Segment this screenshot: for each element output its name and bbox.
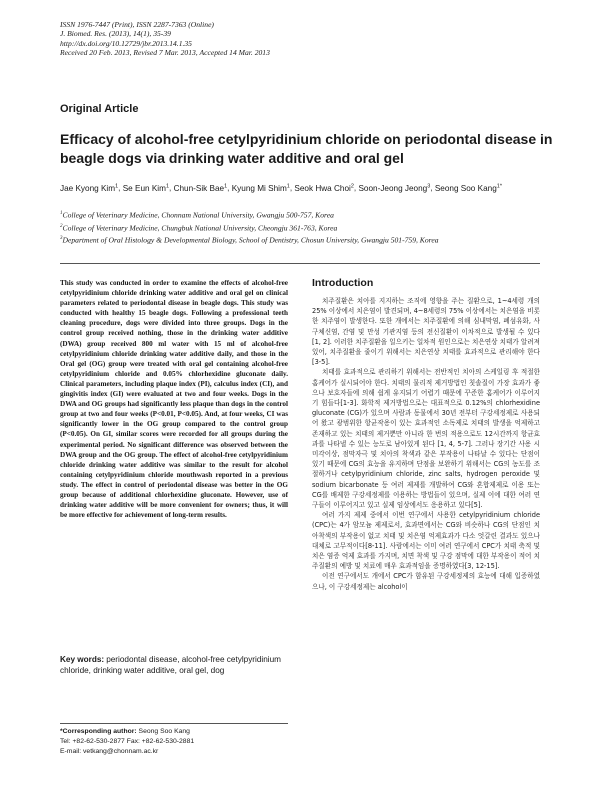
author-list: Jae Kyong Kim$^1$, Se Eun Kim$^1$, Chun-Sik Bae$^1$, Kyung Mi Shim$^1$, Seok Hwa Choi$^2$, Soon-Jeong Jeong$^3$, Seong Soo Kang$^{1*}$: [60, 183, 502, 193]
affiliation-list: [60, 208, 560, 246]
affiliation: $^2$College of Veterinary Medicine, Chungbuk National University, Cheongju 361-763, Korea: [60, 223, 338, 233]
introduction-body: [312, 296, 540, 592]
paragraph: 이전 연구에서도 개에서 CPC가 함유된 구강세정제의 효능에 대해 입증하였으나, 이 구강세정제는 alcohol이: [312, 572, 540, 591]
dates-line: Received 20 Feb. 2013, Revised 7 Mar. 2013, Accepted 14 Mar. 2013: [60, 48, 270, 58]
header-divider: [60, 263, 540, 264]
issn-line: ISSN 1976-7447 (Print), ISSN 2287-7363 (Online): [60, 20, 214, 29]
keywords: [60, 654, 288, 677]
corresponding-name: Seong Soo Kang: [138, 728, 190, 735]
keywords-label: Key words:: [60, 655, 105, 664]
paragraph: 여러 가지 제제 중에서 이번 연구에서 사용한 cetylpyridinium chloride (CPC)는 4가 암모늄 제제로서, 효과면에서는 CG와 비슷하나 CG의 단점인 치아착색의 부작용이 없고 치태 및 치은염 억제효과가 다소 엇갈린 결과도 있으나 대체로 고무적이다[8-11]. 사람에서는 이미 여러 연구에서 CPC가 치태 축적 및 치은 염증 억제 효과를 가지며, 치면 착색 및 구강 점막에 대한 부작용이 적어 치주질환의 예방 및 치료에 매우 효과적임을 증명하였다[3, 12-15].: [312, 511, 540, 571]
footnote-divider: [60, 723, 288, 724]
doi-link[interactable]: http://dx.doi.org/10.12729/jbr.2013.14.1.35: [60, 38, 192, 48]
author: Kyung Mi Shim$^1$: [231, 183, 290, 193]
journal-header: [60, 20, 540, 58]
author: Seong Soo Kang$^{1*}$: [434, 183, 502, 193]
article-title: Efficacy of alcohol-free cetylpyridinium chloride on periodontal disease in beagle dogs via drinking water additive and oral gel: [60, 131, 553, 166]
citation-line: J. Biomed. Res. (2013), 14(1), 35-39: [60, 29, 171, 39]
affiliation: $^3$Department of Oral Histology & Developmental Biology, School of Dentistry, Chosun University, Gwangju 501-759, Korea: [60, 235, 439, 245]
introduction-heading: Introduction: [312, 277, 374, 289]
tel-fax: Tel: +82-62-530-2877 Fax: +82-62-530-2881: [60, 738, 195, 746]
author: Soon-Jeong Jeong$^3$: [358, 183, 431, 193]
keywords-text: periodontal disease, alcohol-free cetylpyridinium chloride, drinking water additive, oral gel, dog: [60, 655, 281, 676]
corresponding-label: *Corresponding author:: [60, 728, 137, 735]
email[interactable]: E-mail: vetkang@chonnam.ac.kr: [60, 748, 159, 756]
corresponding-author: [60, 727, 288, 758]
paragraph: 치주질환은 치아를 지지하는 조직에 영향을 주는 질환으로, 1~4세령 개의 25% 이상에서 치은염이 발견되며, 4~8세령의 75% 이상에서는 치은염을 비롯한 치주염이 발생한다. 또한 개에서는 치주질환에 의해 심내막염, 폐섬유화, 사구체신염, 간염 및 만성 기관지염 등의 전신질환이 이차적으로 발생될 수 있다[1, 2]. 이러한 치주질환을 일으키는 일차적 원인으로는 치은연상 치태가 알려져 있어, 치주질환을 줄이기 위해서는 치은연상 치태를 효과적으로 관리해야 한다[3-5].: [312, 297, 540, 367]
article-type: Original Article: [60, 103, 139, 115]
author: Seok Hwa Choi$^2$: [294, 183, 354, 193]
affiliation: $^1$College of Veterinary Medicine, Chonnam National University, Gwangju 500-757, Korea: [60, 210, 334, 220]
paragraph: 치태를 효과적으로 관리하기 위해서는 전반적인 치아의 스케일링 후 적절한 홈케어가 실시되어야 한다. 치태의 물리적 제거방법인 칫솔질이 가장 효과가 좋으나 보호자들에 의해 쉽게 유지되기 어렵기 때문에 꾸준한 홈케어가 이루어지기 힘들다[1-3]. 화학적 제거방법으로는 대표적으로 0.12%의 chlorhexidine gluconate (CG)가 있으며 사람과 동물에서 30년 전부터 구강세정제로 사용되어 왔고 광범위한 항균작용이 있는 효과적인 소독제로 치태의 발생을 억제하고 존재하고 있는 치태의 제거뿐만 아니라 한 번의 적용으로도 12시간까지 항균효과를 나타낼 수 있는 능도로 남아있게 된다 [1, 4, 5-7]. 그러나 장기간 사용 시 미각이상, 점막자극 및 치아의 착색과 같은 부작용이 나타날 수 있다는 단점이 있기 때문에 CG의 효능을 유지하며 단점을 보완하기 위해서는 CG의 농도를 조절하거나 cetylpyridinium chloride, zinc salts, hydrogen peroxide 및 sodium bicarbonate 등 여러 제제를 개발하여 CG와 혼합제제로 이용 또는 CG를 배제한 구강세정제를 이용하는 방법들이 있으며, 실제 이에 대한 여러 연구들이 이루어지고 있고 실제 임상에서도 응용하고 있다[5].: [312, 368, 540, 510]
author: Chun-Sik Bae$^1$: [173, 183, 228, 193]
author: Se Eun Kim$^1$: [122, 183, 169, 193]
abstract: This study was conducted in order to examine the effects of alcohol-free cetylpyridinium chloride drinking water additive and oral gel on clinical parameters related to periodontal disease in beagle dogs. This study was conducted with healthy 15 beagle dogs. Following a professional teeth cleaning procedure, dogs were divided into three groups. Dogs in the control group received nothing, those in the drinking water additive (DWA) group received 800 ml water with 15 ml of alcohol-free cetylpyridinium chloride drinking water additive daily, and those in the Oral gel (OG) group were treated with oral gel containing alcohol-free cetylpyridinium chloride and 0.05% chlorhexidine gluconate daily. Clinical parameters, including plaque index (PI), calculus index (CI), and gingivitis index (GI) were evaluated at two and four weeks. Dogs in the DWA and OG groups had significantly less plaque than dogs in the control group at two and four weeks (P<0.01, P<0.05). And, at four weeks, CI was significantly lower in the OG group compared to the control group (P<0.05). On GI, similar scores were recorded for all groups during the experimental period. No significant difference was observed between the DWA group and the OG group. The effect of alcohol-free cetylpyridinium chloride drinking water additive was similar to the result for alcohol containing cetylpyridinium chloride mouthwash reported in a previous study. The effect in control of periodontal disease was better in the OG group because of additional chlorhexidine gluconate. However, use of drinking water additive will be more convenient for owners; thus, it will be more effective for achievement of long-term results.: [60, 279, 288, 520]
author: Jae Kyong Kim$^1$: [60, 183, 119, 193]
